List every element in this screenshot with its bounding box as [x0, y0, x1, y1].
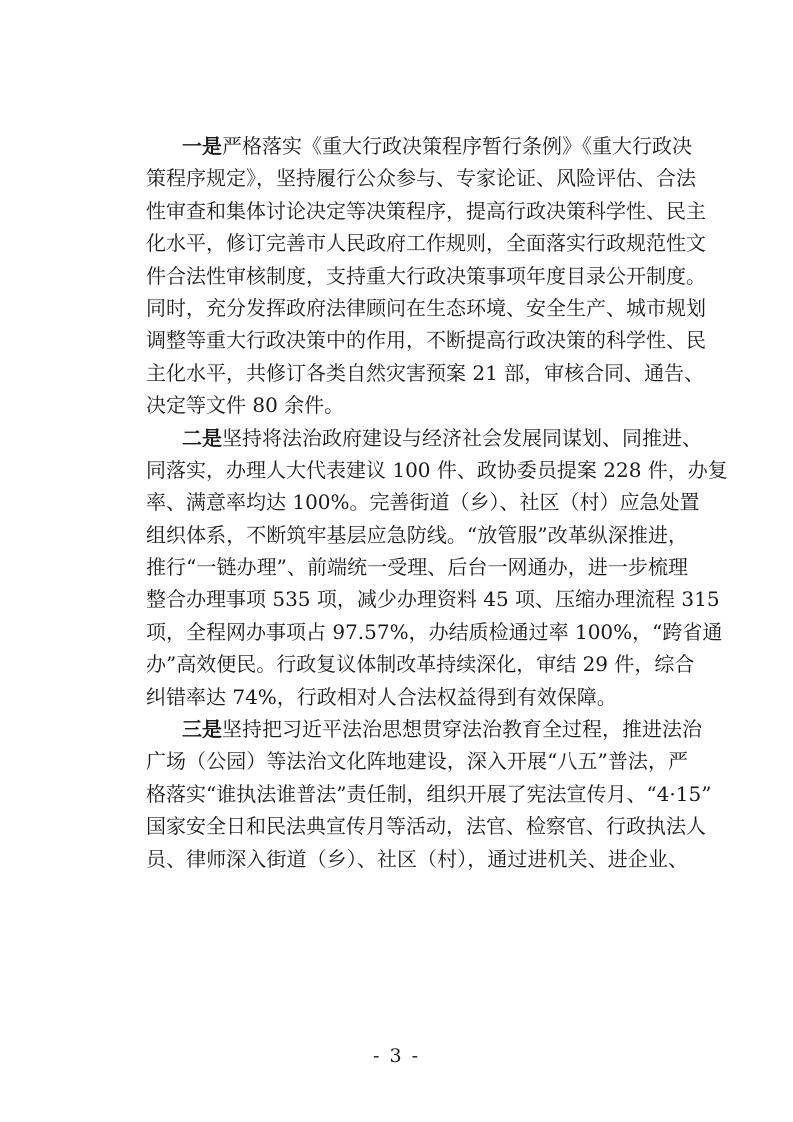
text-line: 纠错率达 74%，行政相对人合法权益得到有效保障。	[146, 684, 617, 709]
text-line: 二是坚持将法治政府建设与经济社会发展同谋划、同推进、	[182, 425, 702, 450]
paragraph-1	[110, 131, 706, 423]
text-line: 调整等重大行政决策中的作用，不断提高行政决策的科学性、民	[146, 328, 706, 353]
text-line: 件合法性审核制度，支持重大行政决策事项年度目录公开制度。	[146, 263, 706, 288]
document-body	[110, 131, 728, 876]
text-line: 广场（公园）等法治文化阵地建设，深入开展“八五”普法，严	[146, 749, 688, 774]
text-line: 率、满意率均达 100%。完善街道（乡）、社区（村）应急处置	[146, 490, 700, 515]
text-line: 国家安全日和民法典宣传月等活动，法官、检察官、行政执法人	[146, 814, 706, 839]
text-line: 项，全程网办事项占 97.57%，办结质检通过率 100%，“跨省通	[146, 619, 723, 644]
paragraph-3	[110, 714, 712, 876]
text-line: 策程序规定》，坚持履行公众参与、专家论证、风险评估、合法	[146, 166, 696, 191]
text-line: 化水平，修订完善市人民政府工作规则，全面落实行政规范性文	[146, 231, 706, 256]
page-number: - 3 -	[372, 1045, 420, 1067]
paragraph-lead: 一是	[182, 134, 222, 158]
text-line: 三是坚持把习近平法治思想贯穿法治教育全过程，推进法治	[182, 717, 702, 742]
text-line: 办”高效便民。行政复议体制改革持续深化，审结 29 件，综合	[146, 652, 695, 677]
paragraph-lead: 二是	[182, 425, 222, 450]
text-line: 同时，充分发挥政府法律顾问在生态环境、安全生产、城市规划	[146, 295, 706, 320]
text-line: 员、律师深入街道（乡）、社区（村），通过进机关、进企业、	[146, 846, 688, 871]
text-line: 推行“一链办理”、前端统一受理、后台一网通办，进一步梳理	[146, 555, 688, 580]
text-line: 主化水平，共修订各类自然灾害预案 21 部，审核合同、通告、	[146, 360, 705, 385]
paragraph-lead: 三是	[182, 717, 222, 742]
text-line: 一是严格落实《重大行政决策程序暂行条例》《重大行政决	[182, 134, 692, 158]
paragraph-2	[110, 423, 728, 715]
text-line: 整合办理事项 535 项，减少办理资料 45 项、压缩办理流程 315	[146, 587, 720, 612]
text-line: 性审查和集体讨论决定等决策程序，提高行政决策科学性、民主	[146, 198, 706, 223]
text-line: 格落实“谁执法谁普法”责任制，组织开展了宪法宣传月、“4·15”	[146, 781, 712, 806]
text-line: 组织体系，不断筑牢基层应急防线。“放管服”改革纵深推进，	[146, 522, 688, 547]
text-line: 决定等文件 80 余件。	[146, 393, 345, 418]
text-line: 同落实，办理人大代表建议 100 件、政协委员提案 228 件，办复	[146, 457, 728, 482]
